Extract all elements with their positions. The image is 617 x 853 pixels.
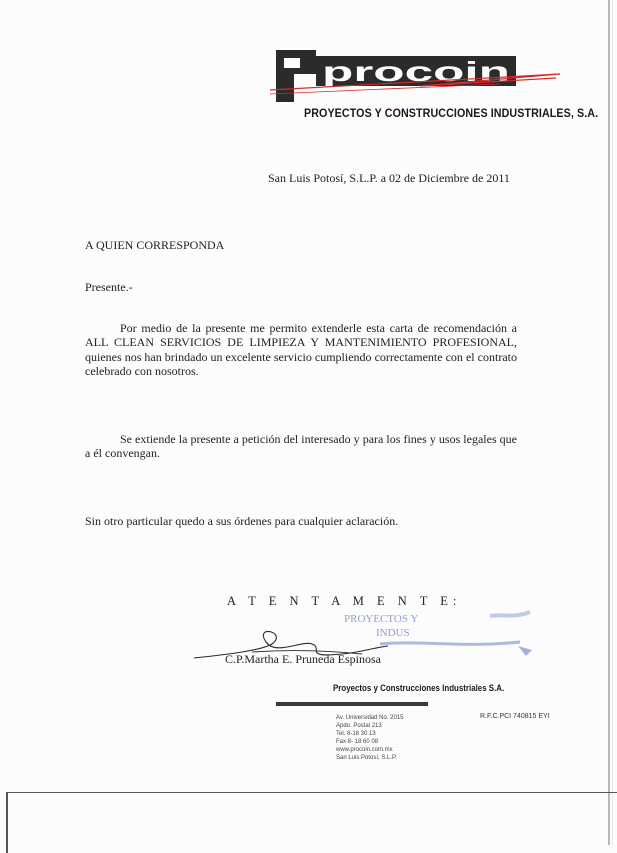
address-line: Fax 8- 18 60 08 — [336, 739, 379, 745]
greeting: Presente.- — [85, 280, 133, 294]
footer-address — [336, 714, 403, 762]
address-line: Av. Universidad No. 2015 — [336, 715, 404, 721]
footer-divider — [276, 702, 428, 706]
paragraph-recommendation: Por medio de la presente me permito extenderle esta carta de recomendación a ALL CLEAN SERVICIOS DE LIMPIEZA Y MANTENIMIENTO PROFESIONAL, quienes nos han brindado un excelente servicio cumpliendo correctamente con el contrato celebrado con nosotros. — [85, 321, 517, 378]
company-name: PROYECTOS Y CONSTRUCCIONES INDUSTRIALES, S.A. — [304, 108, 599, 120]
rfc-number: R.F.C.PCI 740815 EYI — [480, 713, 550, 720]
recipient: A QUIEN CORRESPONDA — [85, 238, 225, 252]
stamp-line-1: PROYECTOS Y — [344, 613, 419, 625]
footer-company: Proyectos y Construcciones Industriales S.A. — [333, 683, 505, 693]
address-line: Tel. 8-18 30 13 — [336, 731, 376, 737]
salutation: A T E N T A M E N T E: — [227, 594, 462, 608]
signer-name: C.P.Martha E. Pruneda Espinosa — [225, 652, 381, 666]
procoin-logo — [270, 44, 560, 108]
scan-border — [6, 792, 617, 853]
scan-edge — [608, 0, 610, 845]
stamp-line-2: INDUS — [376, 627, 410, 639]
address-line: Apdo. Postal 213 — [336, 723, 382, 729]
address-line: San Luis Potosí, S.L.P. — [336, 755, 397, 761]
scan-edge-shadow — [612, 0, 613, 845]
logo-wordmark: procoin — [322, 56, 510, 87]
closing-line: Sin otro particular quedo a sus órdenes para cualquier aclaración. — [85, 514, 399, 528]
paragraph-purpose: Se extiende la presente a petición del interesado y para los fines y usos legales que a él convengan. — [85, 432, 517, 461]
address-line: www.procoin.com.mx — [336, 747, 393, 753]
date-line: San Luis Potosí, S.L.P. a 02 de Diciembre de 2011 — [268, 171, 510, 185]
